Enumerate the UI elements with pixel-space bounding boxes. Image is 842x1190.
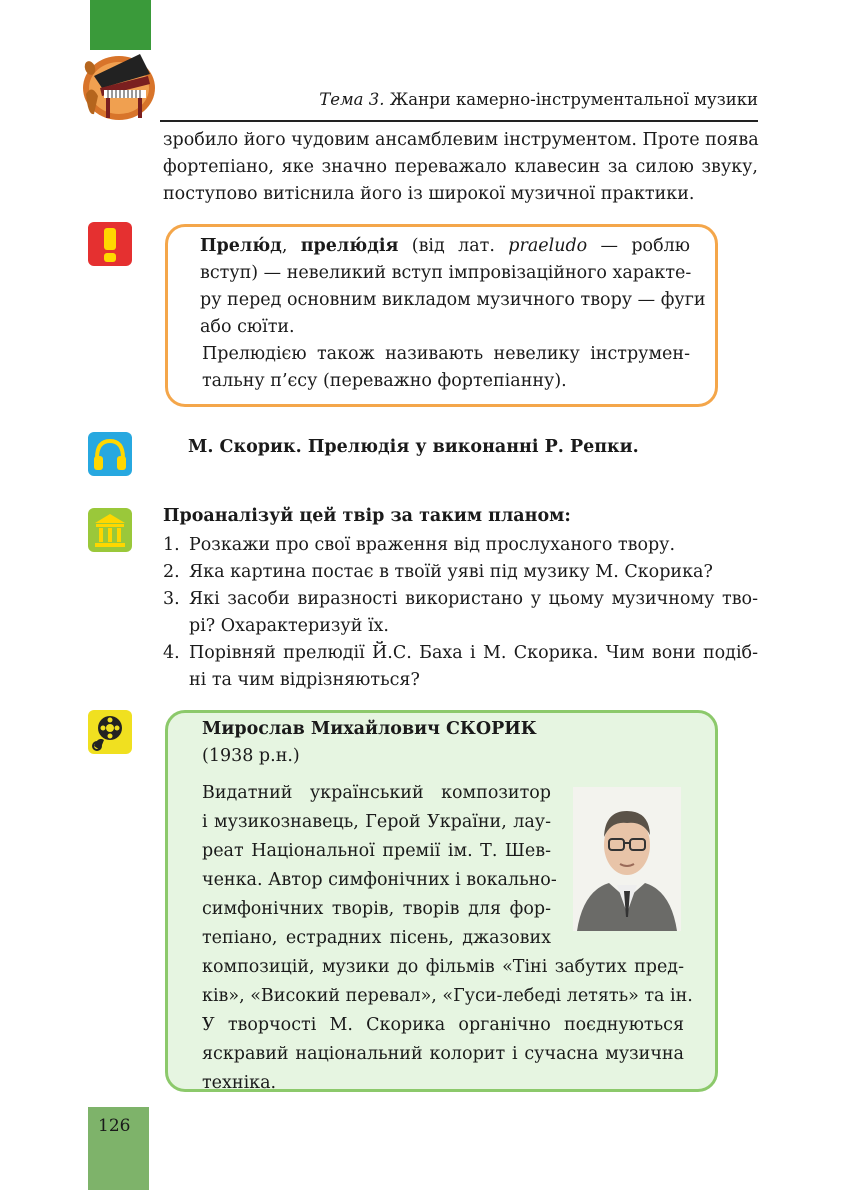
composer-years: (1938 р.н.) [202, 746, 300, 766]
definition-line: вступ) — невеликий вступ імпровізаційного характе- [200, 263, 692, 283]
definition-line: або сюїти. [200, 317, 295, 337]
analysis-item-text: Порівняй прелюдії Й.С. Баха і М. Скорика. Чим вони подіб- [189, 643, 758, 663]
analysis-item-text: Яка картина постає в твоїй уяві під музику М. Скорика? [189, 562, 713, 582]
header-topic-number: Тема 3. [319, 90, 385, 109]
film-reel-icon [88, 710, 132, 754]
analysis-item-number: 3. [163, 589, 180, 609]
museum-building-icon [88, 508, 132, 552]
analysis-item-number: 4. [163, 643, 180, 663]
biography-line: реат Національної премії ім. Т. Шев- [202, 841, 551, 861]
biography-text-wide [202, 953, 693, 1098]
biography-line: Видатний український композитор [202, 783, 551, 803]
analysis-item [163, 559, 758, 586]
analysis-item [163, 532, 758, 559]
term-separator: , [281, 236, 301, 256]
running-header [160, 90, 758, 109]
analysis-item-text: Розкажи про свої враження від прослуханого твору. [189, 535, 676, 555]
analysis-item-number: 1. [163, 535, 180, 555]
analysis-item-text: рі? Охарактеризуй їх. [189, 616, 389, 636]
intro-line: фортепіано, яке значно переважало клавесин за силою звуку, [163, 157, 758, 177]
analysis-title: Проаналізуй цей твір за таким планом: [163, 506, 571, 526]
header-rule [160, 120, 758, 122]
composer-portrait [573, 787, 681, 931]
definition-text [200, 233, 706, 341]
biography-line: техніка. [202, 1073, 277, 1093]
biography-line: композицій, музики до фільмів «Тіні забутих пред- [202, 957, 684, 977]
intro-line: поступово витіснила його із широкої музичної практики. [163, 184, 695, 204]
definition-note-line: Прелюдією також називають невелику інструмен- [202, 344, 690, 364]
definition-open: (від лат. [398, 236, 509, 256]
chapter-color-tab [90, 0, 151, 50]
page-number: 126 [98, 1116, 131, 1136]
biography-line: тепіано, естрадних пісень, джазових [202, 928, 551, 948]
biography-line: ків», «Високий перевал», «Гуси-лебеді летять» та ін. [202, 986, 693, 1006]
biography-line: У творчості М. Скорика органічно поєднуються [202, 1015, 684, 1035]
biography-line: і музикознавець, Герой України, лау- [202, 812, 551, 832]
latin-word: praeludo [508, 236, 588, 256]
grand-piano-icon [80, 44, 158, 124]
header-topic-title: Жанри камерно-інструментальної музики [384, 90, 758, 109]
headphones-icon [88, 432, 132, 476]
term-prelude: Прелю́д [200, 236, 282, 256]
exclamation-icon [88, 222, 132, 266]
listening-assignment: М. Скорик. Прелюдія у виконанні Р. Репки. [188, 437, 639, 457]
biography-line: ченка. Автор симфонічних і вокально- [202, 870, 557, 890]
analysis-item [163, 586, 758, 640]
biography-line: яскравий національний колорит і сучасна музична [202, 1044, 684, 1064]
analysis-item-text: Які засоби виразності використано у цьому музичному тво- [189, 589, 758, 609]
analysis-item-number: 2. [163, 562, 180, 582]
definition-line: ру перед основним викладом музичного твору — фуги [200, 290, 706, 310]
intro-paragraph [163, 127, 758, 208]
definition-note-line: тальну п’єсу (переважно фортепіанну). [202, 371, 567, 391]
definition-note [202, 341, 690, 395]
definition-first-line [200, 233, 690, 260]
definition-line1-rest: — роблю [587, 236, 690, 256]
term-preludia: прелю́дія [300, 236, 399, 256]
biography-text-narrow [202, 779, 557, 953]
biography-line: симфонічних творів, творів для фор- [202, 899, 551, 919]
intro-line: зробило його чудовим ансамблевим інструментом. Проте поява [163, 130, 759, 150]
composer-name: Мирослав Михайлович СКОРИК [202, 719, 537, 739]
analysis-item [163, 640, 758, 694]
analysis-item-text: ні та чим відрізняються? [189, 670, 420, 690]
